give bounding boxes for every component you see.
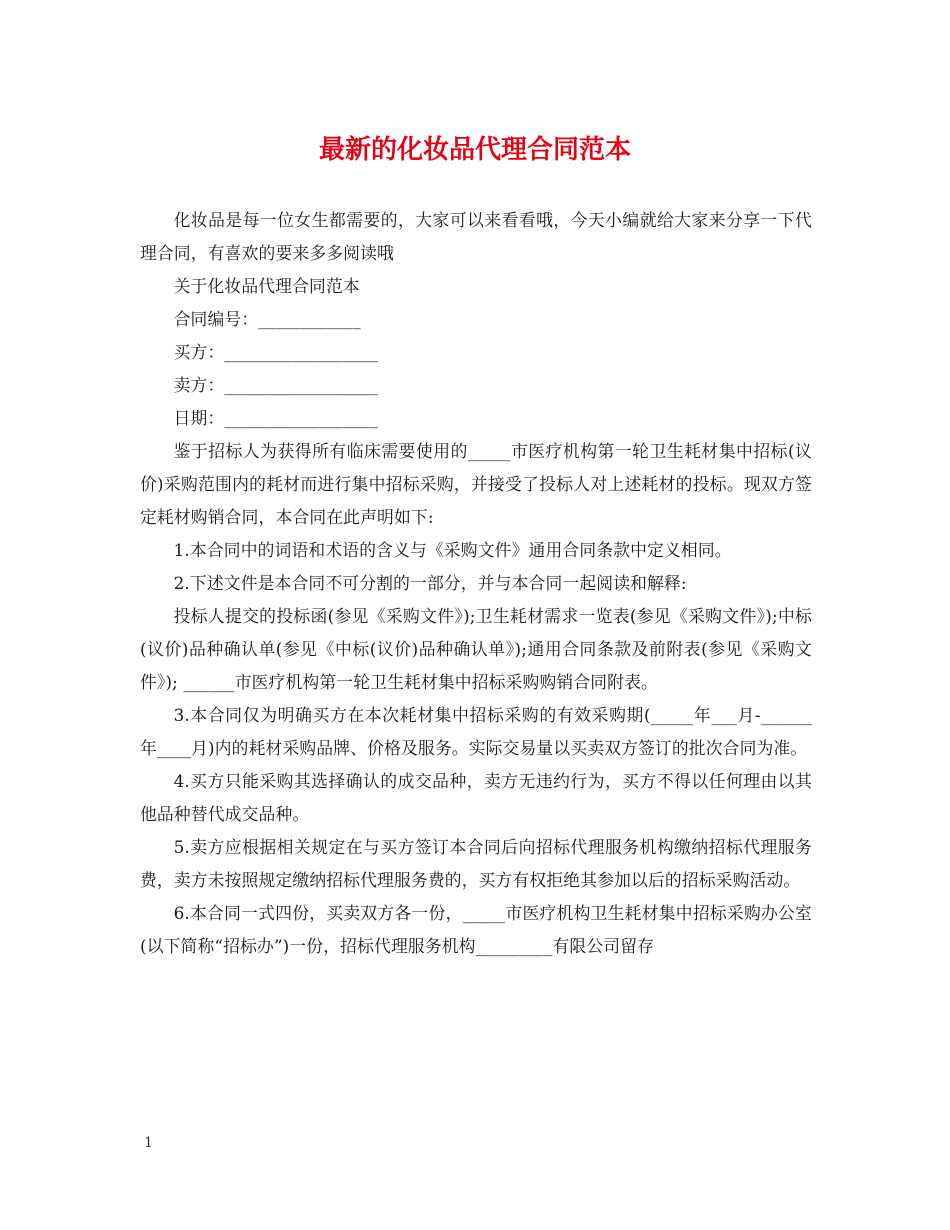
clause-2-documents: 投标人提交的投标函(参见《采购文件》);卫生耗材需求一览表(参见《采购文件》);中标(议价)品种确认单(参见《中标(议价)品种确认单》);通用合同条款及前附表(参见《采购文件》); ______市医疗机构第一轮卫生耗材集中招标采购购销合同附表。	[140, 606, 812, 692]
document-title: 最新的化妆品代理合同范本	[318, 135, 631, 165]
date-line: 日期：__________________	[173, 408, 379, 428]
contract-number-line: 合同编号：____________	[173, 309, 361, 329]
preamble-paragraph: 鉴于招标人为获得所有临床需要使用的_____市医疗机构第一轮卫生耗材集中招标(议价)采购范围内的耗材而进行集中招标采购，并接受了投标人对上述耗材的投标。现双方签定耗材购销合同，本合同在此声明如下:	[140, 441, 812, 527]
section-heading: 关于化妆品代理合同范本	[173, 276, 360, 296]
clause-5: 5.卖方应根据相关规定在与买方签订本合同后向招标代理服务机构缴纳招标代理服务费，卖方未按照规定缴纳招标代理服务费的，买方有权拒绝其参加以后的招标采购活动。	[140, 837, 812, 890]
clause-4: 4.买方只能采购其选择确认的成交品种，卖方无违约行为，买方不得以任何理由以其他品种替代成交品种。	[140, 771, 812, 824]
clause-2: 2.下述文件是本合同不可分割的一部分，并与本合同一起阅读和解释:	[173, 573, 687, 593]
clause-1: 1.本合同中的词语和术语的含义与《采购文件》通用合同条款中定义相同。	[173, 540, 732, 560]
intro-paragraph: 化妆品是每一位女生都需要的，大家可以来看看哦，今天小编就给大家来分享一下代理合同，有喜欢的要来多多阅读哦	[140, 210, 812, 263]
seller-line: 卖方：__________________	[173, 375, 379, 395]
clause-3: 3.本合同仅为明确买方在本次耗材集中招标采购的有效采购期(_____年___月-______年____月)内的耗材采购品牌、价格及服务。实际交易量以买卖双方签订的批次合同为准。	[140, 705, 812, 758]
clause-6: 6.本合同一式四份，买卖双方各一份，_____市医疗机构卫生耗材集中招标采购办公室(以下简称“招标办”)一份，招标代理服务机构_________有限公司留存	[140, 903, 812, 956]
document-body	[140, 204, 812, 963]
page-number: 1	[144, 1135, 153, 1151]
buyer-line: 买方：__________________	[173, 342, 379, 362]
